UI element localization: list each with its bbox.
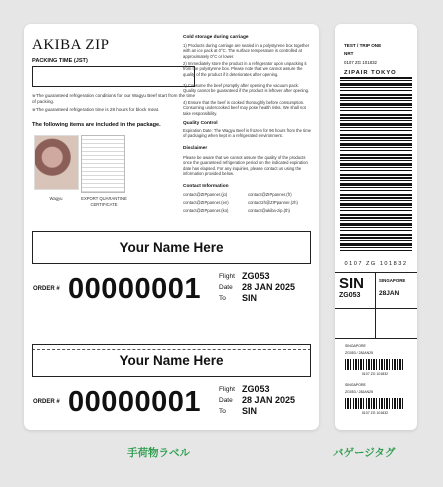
to-value: SIN (242, 293, 258, 303)
tag-code: 0107 ZG 101832 (344, 261, 408, 267)
refrigeration-note-2: ※The guaranteed refrigeration time is 28 hours for block meat. (32, 107, 160, 112)
disclaimer-text: Please be aware that we cannot assure the quality of the products once the guaranteed refrigeration period on the indicated expiration date has elapsed. For any inquiries, please contact us using the information provided below. (183, 155, 308, 177)
stub-flight: ZG053 / 28JAN25 (345, 351, 374, 355)
order-label: ORDER # (33, 399, 60, 405)
contact-email[interactable]: contact@ZIPpanner.(en) (183, 200, 229, 205)
cold-storage-title: Cold storage during carriage (183, 35, 249, 40)
tag-airline: ZIPAIR TOKYO (344, 70, 397, 76)
order-number: 00000001 (68, 273, 202, 305)
date-value: 28 JAN 2025 (242, 282, 296, 292)
certificate-caption: EXPORT QUARANTINE CERTIFICATE (81, 196, 127, 207)
flight-value: ZG053 (242, 384, 270, 394)
date-value: 28 JAN 2025 (242, 395, 296, 405)
wagyu-photo (34, 135, 79, 190)
order-number: 00000001 (68, 386, 202, 418)
divider (335, 338, 417, 339)
stub-barcode (345, 398, 405, 409)
to-label: To (219, 407, 226, 415)
divider (335, 272, 417, 273)
contact-email[interactable]: contact@akiba-zip.(th) (248, 208, 290, 213)
tag-destination: SIN (339, 275, 365, 292)
flight-info (219, 384, 319, 416)
contact-email[interactable]: contact@ZIPpanner.(fr) (248, 192, 292, 197)
name-box[interactable]: Your Name Here (32, 231, 311, 264)
hand-luggage-label (24, 24, 319, 430)
baggage-tag-caption: バゲージタグ (333, 447, 396, 459)
contact-email[interactable]: contact@ZIPpanner.(jo) (183, 192, 228, 197)
date-label: Date (219, 283, 233, 291)
stub-destination: SINGAPORE (345, 344, 366, 348)
divider (335, 308, 417, 309)
flight-info (219, 271, 319, 303)
tag-destination-name: SINGAPORE (379, 278, 406, 283)
wagyu-caption: Wagyu (49, 196, 63, 201)
to-value: SIN (242, 406, 258, 416)
tag-origin: NRT (344, 51, 354, 56)
flight-value: ZG053 (242, 271, 270, 281)
included-items-title: The following items are included in the package. (32, 122, 161, 128)
tag-barcode (340, 77, 412, 254)
packing-time-field[interactable] (32, 66, 195, 87)
contact-email[interactable]: contact@ZIPpanner.(ko) (183, 208, 229, 213)
to-label: To (219, 294, 226, 302)
order-label: ORDER # (33, 286, 60, 292)
cold-storage-item-4: 4) Ensure that the beef is cooked thoroughly before consumption. Consuming undercooked beef may pose health risks. We shall not take responsibility. (183, 100, 306, 116)
disclaimer-title: Disclaimer (183, 146, 208, 151)
tag-code-small: 0107 ZG 101832 (344, 60, 377, 65)
name-box[interactable]: Your Name Here (32, 344, 311, 377)
certificate-image (81, 135, 125, 193)
tag-flight: ZG053 (339, 292, 361, 299)
quality-control-title: Quality Control (183, 121, 218, 126)
brand-logo: AKIBA ZIP (32, 37, 110, 53)
flight-label: Flight (219, 272, 235, 280)
refrigeration-note-1: ※The guaranteed refrigeration conditions for our Wagyu Beef start from the time of packing. (32, 93, 196, 104)
contact-email[interactable]: contactzh@ZIPpanner.(zh) (248, 200, 298, 205)
quality-control-text: Expiration Date: The Wagyu Beef is frozen for 96 hours from the time of packaging when kept in a refrigerated environment. (183, 128, 312, 139)
cold-storage-item-3: 3) Consume the beef promptly after opening the vacuum pack. Quality cannot be guaranteed if the product is leftover after opening. (183, 83, 310, 94)
stub-flight: ZG053 / 28JAN25 (345, 390, 374, 394)
stub-code: 0107 ZG 101832 (361, 411, 389, 415)
packing-time-title: PACKING TIME (JST) (32, 58, 88, 64)
stub-code: 0107 ZG 101832 (361, 372, 389, 376)
stub-destination: SINGAPORE (345, 383, 366, 387)
flight-label: Flight (219, 385, 235, 393)
contact-list (183, 192, 313, 213)
contact-title: Contact Information (183, 184, 229, 189)
stub-barcode (345, 359, 405, 370)
hand-label-caption: 手荷物ラベル (127, 447, 190, 459)
tag-test-line: TEST / TRIP ONE (344, 43, 382, 48)
date-label: Date (219, 396, 233, 404)
cold-storage-item-1: 1) Products during carriage are sealed in a polystyrene box together with an ice pack at 0°C. The surface temperature is controlled at approximately 0°C or lower. (183, 43, 310, 59)
baggage-tag (335, 24, 417, 430)
tag-date: 28JAN (379, 290, 400, 297)
divider (375, 272, 376, 338)
cold-storage-item-2: 2) Immediately store the product in a refrigerator upon unpacking it from the polystyrene box. Please note that we cannot assure the quality of the product if it deteriorates after opening. (183, 61, 307, 77)
